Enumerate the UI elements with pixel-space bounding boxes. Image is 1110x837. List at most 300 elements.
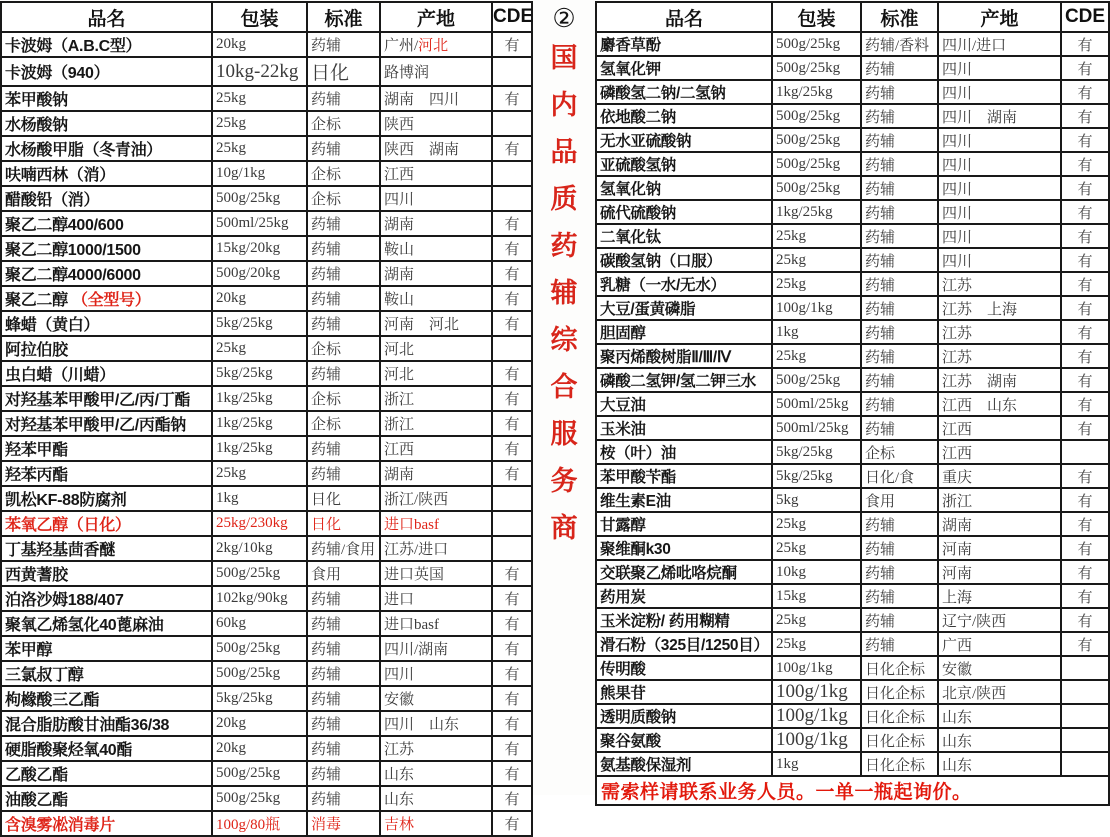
packaging-cell: 500g/25kg [772, 104, 861, 128]
column-header: 产地 [380, 2, 492, 32]
table-row [1, 536, 532, 561]
standard-cell: 药辅 [307, 86, 380, 111]
table-row [1, 511, 532, 536]
banner-char: 国 [550, 43, 578, 73]
table-row [596, 152, 1109, 176]
table-row [1, 761, 532, 786]
table-row [1, 811, 532, 836]
standard-cell: 药辅 [307, 32, 380, 57]
product-name-cell: 醋酸铅（消） [1, 186, 212, 211]
standard-cell: 药辅 [861, 80, 938, 104]
cde-cell: 有 [1061, 488, 1109, 512]
cde-cell: 有 [492, 761, 532, 786]
packaging-cell: 102kg/90kg [212, 586, 307, 611]
product-name-cell: 聚氧乙烯氢化40蓖麻油 [1, 611, 212, 636]
cde-cell: 有 [1061, 560, 1109, 584]
standard-cell: 药辅 [307, 361, 380, 386]
standard-cell: 药辅 [307, 136, 380, 161]
origin-cell: 山东 [938, 752, 1061, 776]
cde-cell: 有 [1061, 248, 1109, 272]
product-name-cell: 苯氧乙醇（日化） [1, 511, 212, 536]
standard-cell: 食用 [861, 488, 938, 512]
column-header: 品名 [596, 2, 772, 32]
standard-cell: 药辅 [861, 560, 938, 584]
product-name-cell: 油酸乙酯 [1, 786, 212, 811]
table-row [1, 211, 532, 236]
cde-cell [1061, 680, 1109, 704]
cde-cell [1061, 728, 1109, 752]
packaging-cell: 500g/25kg [772, 176, 861, 200]
packaging-cell: 500g/25kg [772, 368, 861, 392]
standard-cell: 药辅 [307, 711, 380, 736]
banner-char: 品 [550, 137, 578, 167]
origin-cell: 江西 [380, 161, 492, 186]
table-row [1, 236, 532, 261]
column-header: CDE [492, 2, 532, 32]
product-name-cell: 无水亚硫酸钠 [596, 128, 772, 152]
packaging-cell: 500g/25kg [212, 186, 307, 211]
origin-cell: 四川/进口 [938, 32, 1061, 56]
origin-cell: 四川 [938, 248, 1061, 272]
cde-cell: 有 [1061, 176, 1109, 200]
origin-cell: 山东 [380, 761, 492, 786]
table-row [596, 680, 1109, 704]
footer-note: 需索样请联系业务人员。一单一瓶起询价。 [596, 776, 1109, 805]
cde-cell [492, 511, 532, 536]
origin-cell: 四川 [938, 128, 1061, 152]
origin-cell: 四川 [380, 186, 492, 211]
origin-cell: 江西 [938, 416, 1061, 440]
cde-cell: 有 [492, 261, 532, 286]
standard-cell: 药辅 [307, 211, 380, 236]
banner-char: 药 [550, 231, 578, 261]
standard-cell: 日化企标 [861, 656, 938, 680]
origin-cell: 江苏 上海 [938, 296, 1061, 320]
cde-cell: 有 [1061, 32, 1109, 56]
cde-cell: 有 [1061, 296, 1109, 320]
packaging-cell: 25kg [772, 632, 861, 656]
table-row [596, 344, 1109, 368]
cde-cell: 有 [492, 561, 532, 586]
table-row [1, 161, 532, 186]
cde-cell [492, 186, 532, 211]
cde-cell [492, 161, 532, 186]
product-name-cell: 氢氧化钠 [596, 176, 772, 200]
product-name-cell: 胆固醇 [596, 320, 772, 344]
product-name-cell: 蜂蜡（黄白） [1, 311, 212, 336]
origin-cell: 四川 [938, 80, 1061, 104]
cde-cell: 有 [492, 586, 532, 611]
product-name-cell: 西黄蓍胶 [1, 561, 212, 586]
cde-cell: 有 [1061, 104, 1109, 128]
table-row [1, 786, 532, 811]
packaging-cell: 500g/25kg [772, 152, 861, 176]
packaging-cell: 1kg/25kg [772, 200, 861, 224]
banner-char: 服 [550, 419, 578, 449]
standard-cell: 药辅 [861, 608, 938, 632]
table-row [1, 411, 532, 436]
origin-cell: 江苏 [938, 320, 1061, 344]
product-name-cell: 卡波姆（940） [1, 57, 212, 86]
packaging-cell: 20kg [212, 711, 307, 736]
product-name-cell: 硬脂酸聚烃氧40酯 [1, 736, 212, 761]
standard-cell: 药辅 [307, 436, 380, 461]
table-row [596, 320, 1109, 344]
standard-cell: 企标 [307, 411, 380, 436]
standard-cell: 药辅 [861, 176, 938, 200]
table-row [596, 560, 1109, 584]
standard-cell: 药辅 [861, 296, 938, 320]
product-name-cell: 依地酸二钠 [596, 104, 772, 128]
cde-cell: 有 [1061, 584, 1109, 608]
origin-cell: 浙江 [380, 411, 492, 436]
cde-cell: 有 [492, 686, 532, 711]
packaging-cell: 1kg [772, 752, 861, 776]
packaging-cell: 60kg [212, 611, 307, 636]
origin-cell: 河北 [380, 336, 492, 361]
packaging-cell: 1kg/25kg [212, 436, 307, 461]
product-name-cell: 泊洛沙姆188/407 [1, 586, 212, 611]
product-name-cell: 硫代硫酸钠 [596, 200, 772, 224]
cde-cell: 有 [492, 411, 532, 436]
product-name-cell: 磷酸二氢钾/氢二钾三水 [596, 368, 772, 392]
product-name-cell: 对羟基苯甲酸甲/乙/丙酯钠 [1, 411, 212, 436]
product-name-cell: 枸橼酸三乙酯 [1, 686, 212, 711]
origin-cell: 四川/湖南 [380, 636, 492, 661]
cde-cell [492, 111, 532, 136]
standard-cell: 药辅 [861, 128, 938, 152]
origin-cell: 河南 河北 [380, 311, 492, 336]
table-row [596, 752, 1109, 776]
product-name-cell: 二氧化钛 [596, 224, 772, 248]
packaging-cell: 25kg [772, 272, 861, 296]
table-row [596, 656, 1109, 680]
packaging-cell: 500g/25kg [212, 636, 307, 661]
packaging-cell: 100g/1kg [772, 656, 861, 680]
standard-cell: 药辅 [861, 632, 938, 656]
table-row [1, 111, 532, 136]
packaging-cell: 25kg [772, 512, 861, 536]
product-name-cell: 大豆/蛋黄磷脂 [596, 296, 772, 320]
table-row [596, 128, 1109, 152]
packaging-cell: 100g/1kg [772, 296, 861, 320]
origin-cell: 上海 [938, 584, 1061, 608]
packaging-cell: 1kg/25kg [212, 386, 307, 411]
packaging-cell: 5kg/25kg [772, 440, 861, 464]
cde-cell [492, 336, 532, 361]
banner-char: 商 [550, 513, 578, 543]
origin-cell: 四川 [938, 56, 1061, 80]
cde-cell: 有 [492, 32, 532, 57]
product-name-cell: 甘露醇 [596, 512, 772, 536]
packaging-cell: 20kg [212, 736, 307, 761]
standard-cell: 药辅 [861, 248, 938, 272]
product-name-cell: 氨基酸保湿剂 [596, 752, 772, 776]
origin-cell: 河北 [380, 361, 492, 386]
standard-cell: 企标 [307, 336, 380, 361]
packaging-cell: 15kg [772, 584, 861, 608]
table-row [596, 32, 1109, 56]
product-name-cell: 药用炭 [596, 584, 772, 608]
origin-cell: 山东 [938, 704, 1061, 728]
standard-cell: 药辅 [861, 392, 938, 416]
standard-cell: 企标 [861, 440, 938, 464]
product-name-cell: 水杨酸甲脂（冬青油） [1, 136, 212, 161]
column-header: 品名 [1, 2, 212, 32]
packaging-cell: 25kg/230kg [212, 511, 307, 536]
standard-cell: 日化 [307, 486, 380, 511]
product-name-cell: 阿拉伯胶 [1, 336, 212, 361]
cde-cell [1061, 440, 1109, 464]
packaging-cell: 500g/25kg [212, 761, 307, 786]
product-name-cell: 聚乙二醇 （全型号） [1, 286, 212, 311]
standard-cell: 药辅 [307, 461, 380, 486]
packaging-cell: 5kg [772, 488, 861, 512]
origin-cell: 四川 [938, 152, 1061, 176]
product-name-cell: 透明质酸钠 [596, 704, 772, 728]
origin-cell: 湖南 [380, 261, 492, 286]
origin-cell: 辽宁/陕西 [938, 608, 1061, 632]
packaging-cell: 20kg [212, 32, 307, 57]
origin-cell: 广西 [938, 632, 1061, 656]
packaging-cell: 1kg [212, 486, 307, 511]
packaging-cell: 5kg/25kg [212, 361, 307, 386]
product-name-cell: 乳糖（一水/无水） [596, 272, 772, 296]
standard-cell: 药辅 [307, 636, 380, 661]
table-row [596, 200, 1109, 224]
packaging-cell: 2kg/10kg [212, 536, 307, 561]
product-name-cell: 麝香草酚 [596, 32, 772, 56]
packaging-cell: 25kg [772, 536, 861, 560]
packaging-cell: 500g/20kg [212, 261, 307, 286]
standard-cell: 药辅 [307, 686, 380, 711]
standard-cell: 消毒 [307, 811, 380, 836]
cde-cell: 有 [492, 361, 532, 386]
table-row [596, 80, 1109, 104]
table-row [596, 632, 1109, 656]
packaging-cell: 25kg [212, 136, 307, 161]
packaging-cell: 500ml/25kg [212, 211, 307, 236]
product-name-cell: 凯松KF-88防腐剂 [1, 486, 212, 511]
standard-cell: 药辅 [307, 661, 380, 686]
standard-cell: 药辅/食用 [307, 536, 380, 561]
packaging-cell: 25kg [212, 461, 307, 486]
product-name-cell: 桉（叶）油 [596, 440, 772, 464]
cde-cell: 有 [1061, 344, 1109, 368]
origin-cell: 山东 [380, 786, 492, 811]
packaging-cell: 25kg [772, 344, 861, 368]
origin-cell: 浙江/陕西 [380, 486, 492, 511]
product-name-cell: 维生素E油 [596, 488, 772, 512]
cde-cell: 有 [492, 136, 532, 161]
product-name-cell: 羟苯丙酯 [1, 461, 212, 486]
cde-cell: 有 [492, 461, 532, 486]
cde-cell [492, 486, 532, 511]
origin-cell: 江苏/进口 [380, 536, 492, 561]
table-row [1, 461, 532, 486]
origin-cell: 河南 [938, 536, 1061, 560]
cde-cell: 有 [1061, 536, 1109, 560]
origin-cell: 江西 山东 [938, 392, 1061, 416]
table-row [596, 56, 1109, 80]
cde-cell [492, 57, 532, 86]
origin-cell: 四川 山东 [380, 711, 492, 736]
origin-cell: 江苏 [938, 272, 1061, 296]
cde-cell: 有 [492, 786, 532, 811]
product-name-cell: 传明酸 [596, 656, 772, 680]
product-name-cell: 虫白蜡（川蜡） [1, 361, 212, 386]
vertical-banner [551, 45, 578, 542]
origin-cell: 湖南 [380, 211, 492, 236]
origin-cell: 鞍山 [380, 286, 492, 311]
table-row [1, 586, 532, 611]
origin-cell: 湖南 [938, 512, 1061, 536]
product-name-cell: 氢氧化钾 [596, 56, 772, 80]
product-name-cell: 含溴雾凇消毒片 [1, 811, 212, 836]
product-name-cell: 交联聚乙烯吡咯烷酮 [596, 560, 772, 584]
cde-cell: 有 [492, 636, 532, 661]
table-row [596, 488, 1109, 512]
right-product-table [595, 1, 1110, 806]
product-name-cell: 聚谷氨酸 [596, 728, 772, 752]
product-name-cell: 玉米油 [596, 416, 772, 440]
cde-cell: 有 [492, 611, 532, 636]
product-name-cell: 苯甲酸苄酯 [596, 464, 772, 488]
cde-cell: 有 [1061, 224, 1109, 248]
packaging-cell: 10kg [772, 560, 861, 584]
origin-cell: 河南 [938, 560, 1061, 584]
standard-cell: 药辅 [861, 416, 938, 440]
table-row [596, 512, 1109, 536]
table-row [596, 728, 1109, 752]
packaging-cell: 1kg [772, 320, 861, 344]
product-name-cell: 熊果苷 [596, 680, 772, 704]
packaging-cell: 5kg/25kg [212, 686, 307, 711]
table-row [1, 57, 532, 86]
standard-cell: 药辅 [861, 200, 938, 224]
table-row [1, 611, 532, 636]
standard-cell: 药辅 [861, 344, 938, 368]
cde-cell: 有 [1061, 56, 1109, 80]
packaging-cell: 500g/25kg [772, 56, 861, 80]
cde-cell [492, 536, 532, 561]
standard-cell: 企标 [307, 111, 380, 136]
cde-cell: 有 [492, 386, 532, 411]
cde-cell: 有 [1061, 320, 1109, 344]
standard-cell: 药辅 [861, 368, 938, 392]
table-row [1, 561, 532, 586]
left-product-table [0, 1, 533, 837]
product-name-cell: 聚丙烯酸树脂Ⅱ/Ⅲ/Ⅳ [596, 344, 772, 368]
table-row [1, 736, 532, 761]
packaging-cell: 500ml/25kg [772, 416, 861, 440]
standard-cell: 日化企标 [861, 752, 938, 776]
packaging-cell: 10kg-22kg [212, 57, 307, 86]
product-name-cell: 三氯叔丁醇 [1, 661, 212, 686]
standard-cell: 药辅 [307, 736, 380, 761]
standard-cell: 药辅 [307, 236, 380, 261]
table-row [596, 536, 1109, 560]
product-name-cell: 羟苯甲酯 [1, 436, 212, 461]
cde-cell: 有 [1061, 392, 1109, 416]
origin-cell: 北京/陕西 [938, 680, 1061, 704]
standard-cell: 企标 [307, 186, 380, 211]
standard-cell: 药辅 [307, 786, 380, 811]
column-header: 标准 [307, 2, 380, 32]
standard-cell: 药辅 [307, 586, 380, 611]
packaging-cell: 25kg [212, 111, 307, 136]
origin-cell: 吉林 [380, 811, 492, 836]
cde-cell: 有 [492, 311, 532, 336]
product-name-cell: 聚维酮k30 [596, 536, 772, 560]
table-row [1, 636, 532, 661]
packaging-cell: 5kg/25kg [772, 464, 861, 488]
packaging-cell: 15kg/20kg [212, 236, 307, 261]
table-row [1, 311, 532, 336]
packaging-cell: 25kg [212, 336, 307, 361]
table-row [596, 416, 1109, 440]
standard-cell: 食用 [307, 561, 380, 586]
origin-cell: 浙江 [938, 488, 1061, 512]
packaging-cell: 100g/1kg [772, 680, 861, 704]
table-row [596, 104, 1109, 128]
circle-2-badge: ② [552, 3, 576, 33]
product-name-cell: 亚硫酸氢钠 [596, 152, 772, 176]
banner-char: 综 [550, 325, 578, 355]
cde-cell: 有 [492, 661, 532, 686]
table-row [596, 392, 1109, 416]
packaging-cell: 100g/1kg [772, 728, 861, 752]
cde-cell: 有 [1061, 608, 1109, 632]
cde-cell: 有 [1061, 416, 1109, 440]
table-row [1, 86, 532, 111]
table-row [1, 486, 532, 511]
origin-cell: 进口 [380, 586, 492, 611]
table-row [596, 248, 1109, 272]
packaging-cell: 500g/25kg [212, 661, 307, 686]
middle-banner [533, 0, 595, 795]
cde-cell: 有 [492, 811, 532, 836]
standard-cell: 日化/食 [861, 464, 938, 488]
origin-cell: 广州/河北 [380, 32, 492, 57]
standard-cell: 药辅 [861, 584, 938, 608]
product-name-cell: 聚乙二醇400/600 [1, 211, 212, 236]
cde-cell: 有 [492, 286, 532, 311]
packaging-cell: 10g/1kg [212, 161, 307, 186]
packaging-cell: 25kg [772, 248, 861, 272]
cde-cell: 有 [1061, 512, 1109, 536]
banner-char: 内 [550, 90, 578, 120]
cde-cell: 有 [492, 211, 532, 236]
cde-cell: 有 [1061, 464, 1109, 488]
table-row [1, 361, 532, 386]
cde-cell: 有 [1061, 128, 1109, 152]
cde-cell: 有 [492, 236, 532, 261]
table-row [596, 272, 1109, 296]
standard-cell: 日化企标 [861, 680, 938, 704]
column-header: 包装 [772, 2, 861, 32]
origin-cell: 陕西 [380, 111, 492, 136]
packaging-cell: 20kg [212, 286, 307, 311]
banner-char: 务 [550, 466, 578, 496]
table-row [1, 686, 532, 711]
product-name-cell: 呋喃西林（消） [1, 161, 212, 186]
product-name-cell: 丁基羟基茴香醚 [1, 536, 212, 561]
origin-cell: 进口basf [380, 611, 492, 636]
table-row [596, 584, 1109, 608]
product-name-cell: 磷酸氢二钠/二氢钠 [596, 80, 772, 104]
table-row [1, 436, 532, 461]
